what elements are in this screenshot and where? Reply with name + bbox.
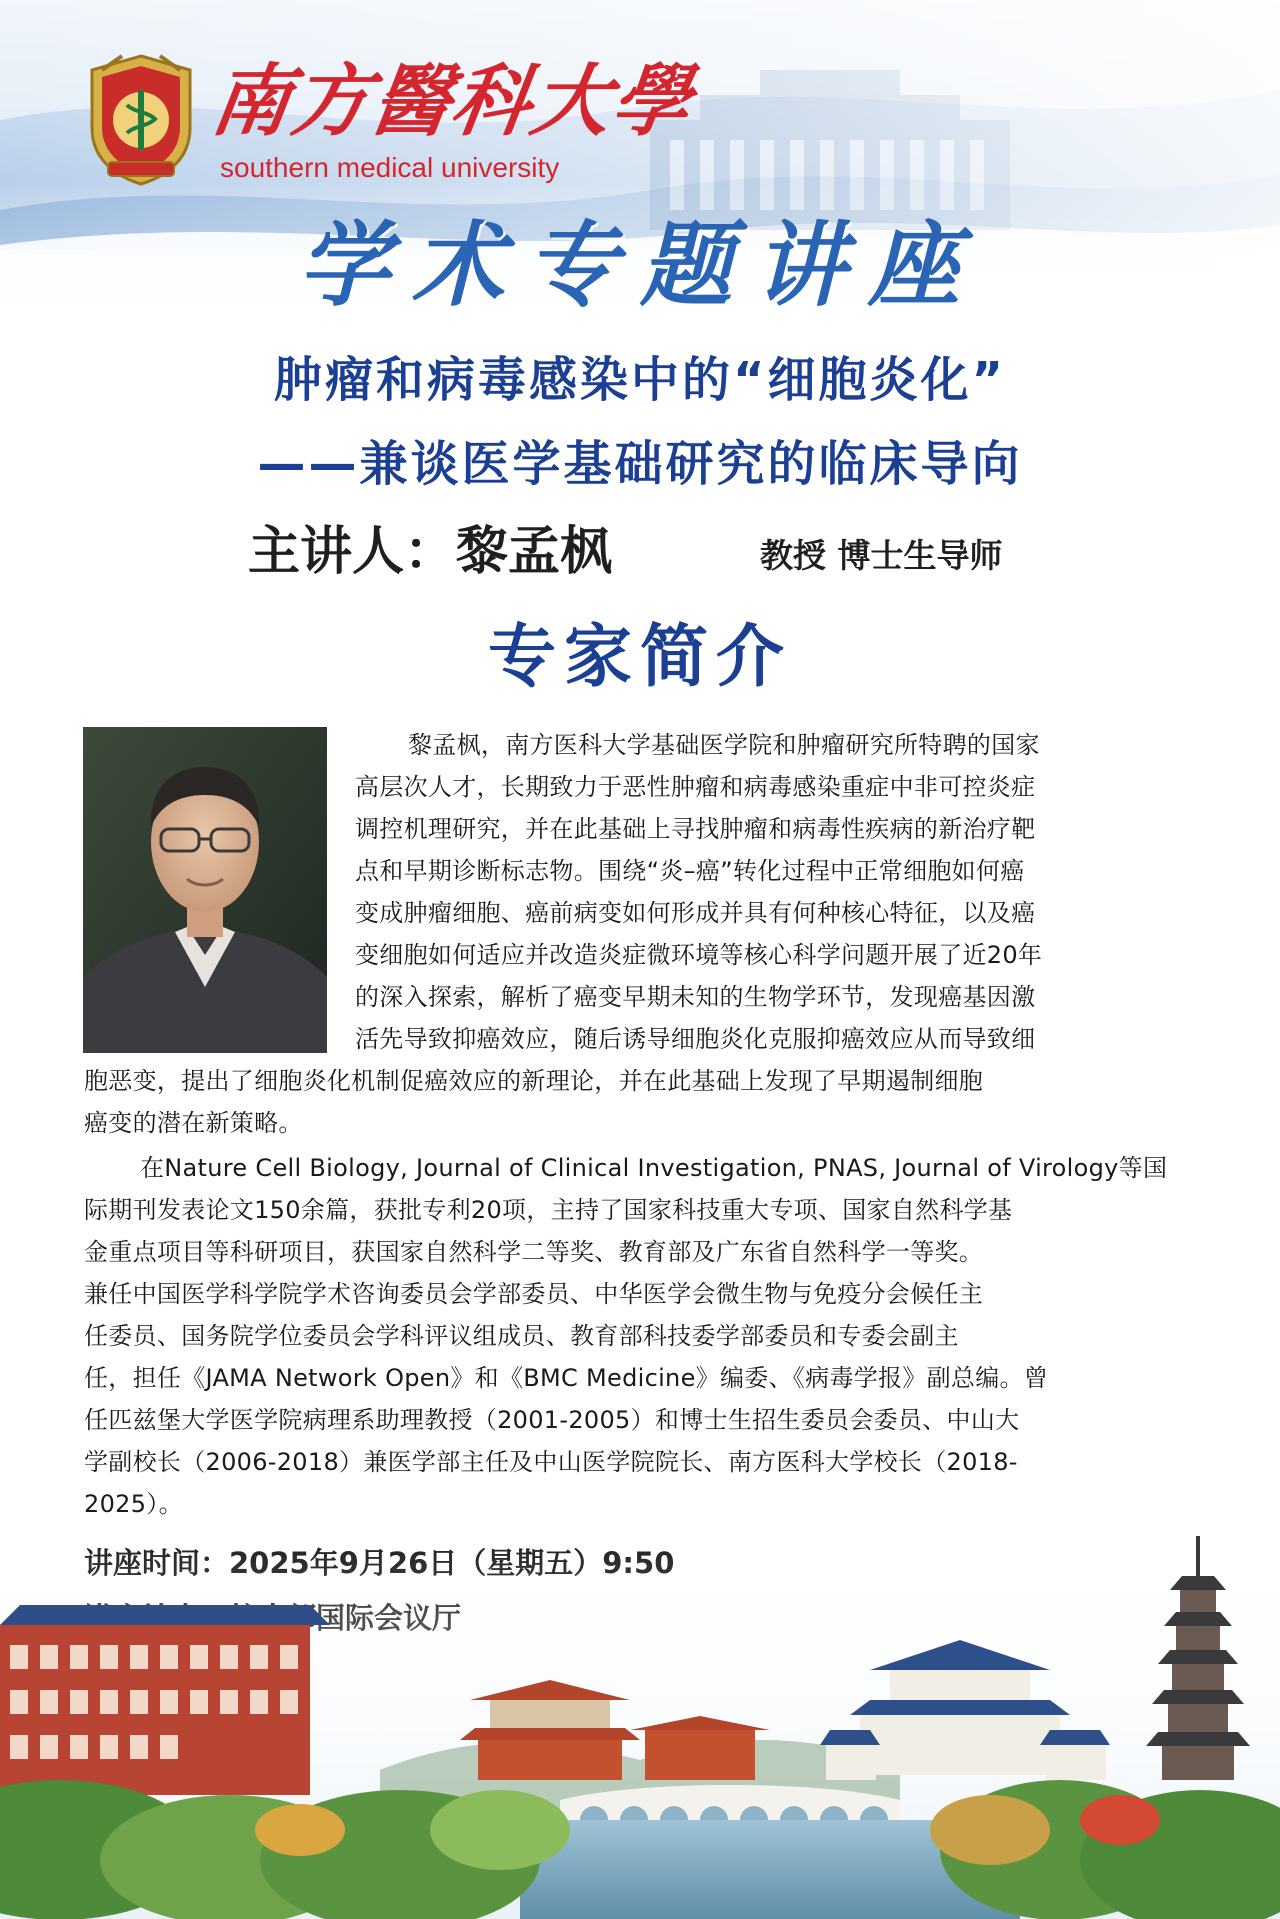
speaker-name: 主讲人：黎孟枫	[248, 522, 613, 582]
bio-line-7: 的深入探索，解析了癌变早期未知的生物学环节，发现癌基因激	[355, 983, 1036, 1011]
bio-line-17: 任匹兹堡大学医学院病理系助理教授（2001-2005）和博士生招生委员会委员、中山大	[84, 1406, 1020, 1434]
bio-line-13: 金重点项目等科研项目，获国家自然科学二等奖、教育部及广东省自然科学一等奖。	[84, 1238, 984, 1266]
university-name-en: southern medical university	[220, 152, 560, 183]
campus-panorama	[0, 1530, 1280, 1919]
bio-line-8: 活先导致抑癌效应，随后诱导细胞炎化克服抑癌效应从而导致细	[355, 1025, 1036, 1053]
lecture-subtitle: ——兼谈医学基础研究的临床导向	[257, 436, 1023, 492]
lecture-title: 肿瘤和病毒感染中的“细胞炎化”	[273, 352, 1007, 408]
event-title: 学术专题讲座	[297, 211, 982, 319]
speaker-photo	[83, 727, 327, 1053]
bio-line-9: 胞恶变，提出了细胞炎化机制促癌效应的新理论，并在此基础上发现了早期遏制细胞	[84, 1067, 984, 1095]
bio-line-5: 变成肿瘤细胞、癌前病变如何形成并具有何种核心特征，以及癌	[355, 899, 1036, 927]
bio-line-4: 点和早期诊断标志物。围绕“炎–癌”转化过程中正常细胞如何癌	[355, 857, 1025, 885]
bio-line-15: 任委员、国务院学位委员会学科评议组成员、教育部科技委学部委员和专委会副主	[84, 1322, 959, 1350]
university-name-cn: 南方醫科大學	[205, 56, 699, 147]
bio-line-2: 高层次人才，长期致力于恶性肿瘤和病毒感染重症中非可控炎症	[355, 773, 1036, 801]
bio-line-18: 学副校长（2006-2018）兼医学部主任及中山医学院院长、南方医科大学校长（2018-	[84, 1448, 1018, 1476]
bio-line-1: 黎孟枫，南方医科大学基础医学院和肿瘤研究所特聘的国家	[408, 731, 1040, 759]
bio-line-3: 调控机理研究，并在此基础上寻找肿瘤和病毒性疾病的新治疗靶	[355, 815, 1036, 843]
bio-line-11: 在Nature Cell Biology, Journal of Clinical Investigation, PNAS, Journal of Virology等国	[140, 1154, 1168, 1182]
university-emblem-icon	[82, 50, 200, 188]
bio-line-6: 变细胞如何适应并改造炎症微环境等核心科学问题开展了近20年	[355, 941, 1043, 969]
bio-line-16: 任，担任《JAMA Network Open》和《BMC Medicine》编委、《病毒学报》副总编。曾	[84, 1364, 1049, 1392]
speaker-titles: 教授 博士生导师	[760, 536, 1003, 575]
bio-line-19: 2025）。	[84, 1490, 183, 1518]
bio-line-14: 兼任中国医学科学院学术咨询委员会学部委员、中华医学会微生物与免疫分会候任主	[84, 1280, 984, 1308]
bio-line-10: 癌变的潜在新策略。	[84, 1109, 303, 1137]
section-heading: 专家简介	[487, 617, 792, 697]
bio-line-12: 际期刊发表论文150余篇，获批专利20项，主持了国家科技重大专项、国家自然科学基	[84, 1196, 1013, 1224]
